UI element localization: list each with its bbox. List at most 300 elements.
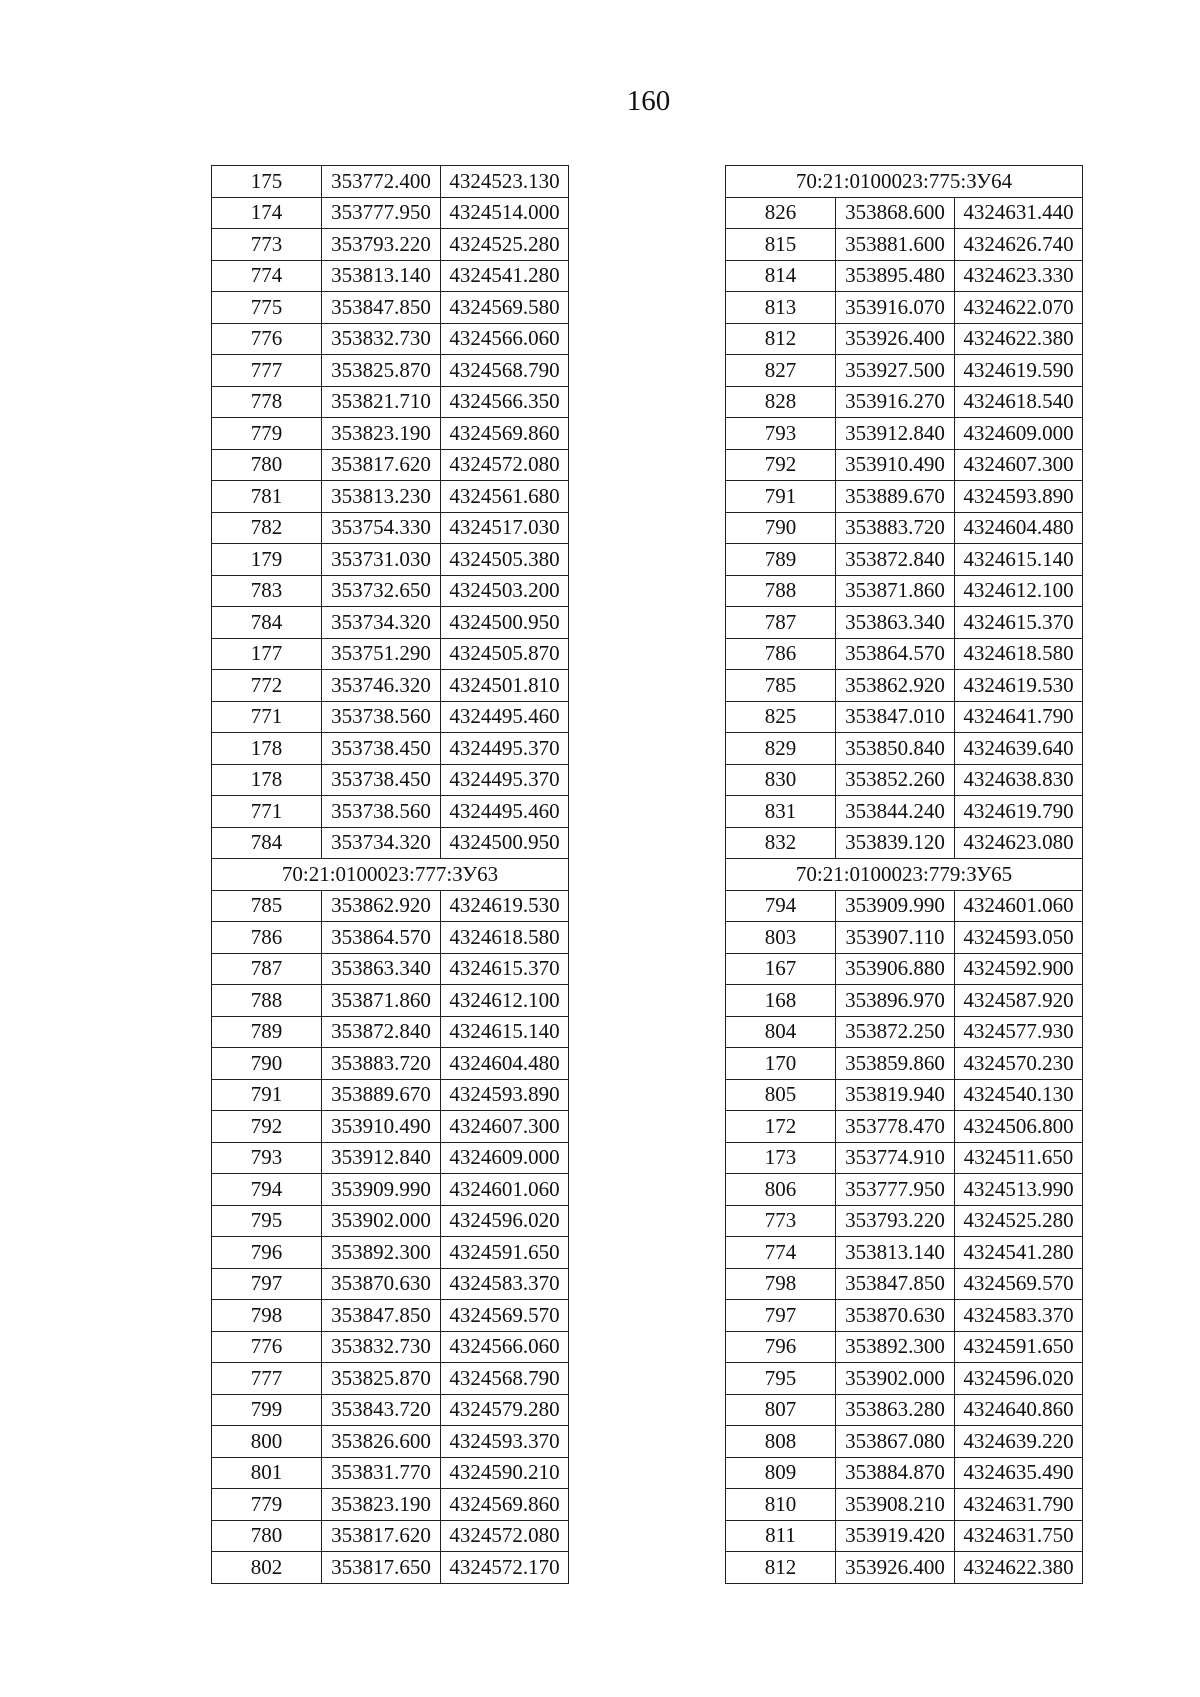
x-coordinate-cell: 353902.000 xyxy=(836,1363,955,1395)
point-number-cell: 776 xyxy=(212,323,322,355)
x-coordinate-cell: 353892.300 xyxy=(322,1237,441,1269)
table-row xyxy=(212,1111,569,1143)
x-coordinate-cell: 353793.220 xyxy=(322,229,441,261)
y-coordinate-cell: 4324623.080 xyxy=(955,827,1083,859)
table-row xyxy=(726,1520,1083,1552)
x-coordinate-cell: 353734.320 xyxy=(322,827,441,859)
x-coordinate-cell: 353823.190 xyxy=(322,1489,441,1521)
point-number-cell: 792 xyxy=(212,1111,322,1143)
y-coordinate-cell: 4324618.540 xyxy=(955,386,1083,418)
x-coordinate-cell: 353778.470 xyxy=(836,1111,955,1143)
table-row xyxy=(726,386,1083,418)
point-number-cell: 804 xyxy=(726,1016,836,1048)
y-coordinate-cell: 4324607.300 xyxy=(441,1111,569,1143)
table-row xyxy=(212,166,569,198)
table-row xyxy=(726,355,1083,387)
y-coordinate-cell: 4324500.950 xyxy=(441,827,569,859)
y-coordinate-cell: 4324607.300 xyxy=(955,449,1083,481)
point-number-cell: 798 xyxy=(212,1300,322,1332)
table-row xyxy=(726,953,1083,985)
x-coordinate-cell: 353731.030 xyxy=(322,544,441,576)
y-coordinate-cell: 4324626.740 xyxy=(955,229,1083,261)
x-coordinate-cell: 353825.870 xyxy=(322,1363,441,1395)
y-coordinate-cell: 4324615.140 xyxy=(955,544,1083,576)
x-coordinate-cell: 353863.340 xyxy=(836,607,955,639)
table-row xyxy=(726,323,1083,355)
table-row xyxy=(212,607,569,639)
table-row xyxy=(212,197,569,229)
y-coordinate-cell: 4324501.810 xyxy=(441,670,569,702)
x-coordinate-cell: 353872.840 xyxy=(836,544,955,576)
table-row xyxy=(212,985,569,1017)
table-row xyxy=(726,481,1083,513)
y-coordinate-cell: 4324618.580 xyxy=(955,638,1083,670)
x-coordinate-cell: 353859.860 xyxy=(836,1048,955,1080)
table-row xyxy=(726,449,1083,481)
y-coordinate-cell: 4324541.280 xyxy=(441,260,569,292)
point-number-cell: 803 xyxy=(726,922,836,954)
y-coordinate-cell: 4324566.060 xyxy=(441,1331,569,1363)
point-number-cell: 830 xyxy=(726,764,836,796)
y-coordinate-cell: 4324631.790 xyxy=(955,1489,1083,1521)
point-number-cell: 788 xyxy=(212,985,322,1017)
point-number-cell: 829 xyxy=(726,733,836,765)
point-number-cell: 779 xyxy=(212,418,322,450)
point-number-cell: 805 xyxy=(726,1079,836,1111)
point-number-cell: 773 xyxy=(726,1205,836,1237)
table-row xyxy=(212,1237,569,1269)
y-coordinate-cell: 4324583.370 xyxy=(955,1300,1083,1332)
x-coordinate-cell: 353892.300 xyxy=(836,1331,955,1363)
table-row xyxy=(726,1016,1083,1048)
y-coordinate-cell: 4324569.580 xyxy=(441,292,569,324)
x-coordinate-cell: 353912.840 xyxy=(836,418,955,450)
x-coordinate-cell: 353817.620 xyxy=(322,1520,441,1552)
x-coordinate-cell: 353864.570 xyxy=(322,922,441,954)
point-number-cell: 797 xyxy=(726,1300,836,1332)
y-coordinate-cell: 4324622.380 xyxy=(955,323,1083,355)
y-coordinate-cell: 4324511.650 xyxy=(955,1142,1083,1174)
y-coordinate-cell: 4324590.210 xyxy=(441,1457,569,1489)
point-number-cell: 177 xyxy=(212,638,322,670)
point-number-cell: 810 xyxy=(726,1489,836,1521)
y-coordinate-cell: 4324506.800 xyxy=(955,1111,1083,1143)
coordinates-table-right xyxy=(725,165,1083,1584)
x-coordinate-cell: 353910.490 xyxy=(836,449,955,481)
y-coordinate-cell: 4324622.380 xyxy=(955,1552,1083,1584)
parcel-section-row xyxy=(726,166,1083,198)
point-number-cell: 773 xyxy=(212,229,322,261)
table-row xyxy=(212,701,569,733)
table-row xyxy=(212,1552,569,1584)
table-row xyxy=(212,575,569,607)
table-row xyxy=(212,1394,569,1426)
table-row xyxy=(726,1111,1083,1143)
y-coordinate-cell: 4324525.280 xyxy=(955,1205,1083,1237)
parcel-section-row xyxy=(212,859,569,891)
point-number-cell: 788 xyxy=(726,575,836,607)
y-coordinate-cell: 4324591.650 xyxy=(955,1331,1083,1363)
table-row xyxy=(726,1142,1083,1174)
point-number-cell: 790 xyxy=(212,1048,322,1080)
table-row xyxy=(212,638,569,670)
y-coordinate-cell: 4324631.750 xyxy=(955,1520,1083,1552)
point-number-cell: 825 xyxy=(726,701,836,733)
x-coordinate-cell: 353896.970 xyxy=(836,985,955,1017)
point-number-cell: 784 xyxy=(212,827,322,859)
point-number-cell: 827 xyxy=(726,355,836,387)
y-coordinate-cell: 4324601.060 xyxy=(441,1174,569,1206)
table-row xyxy=(212,1457,569,1489)
x-coordinate-cell: 353839.120 xyxy=(836,827,955,859)
y-coordinate-cell: 4324514.000 xyxy=(441,197,569,229)
parcel-cadastral-number: 70:21:0100023:779:ЗУ65 xyxy=(726,859,1083,891)
table-row xyxy=(212,796,569,828)
point-number-cell: 831 xyxy=(726,796,836,828)
point-number-cell: 807 xyxy=(726,1394,836,1426)
x-coordinate-cell: 353916.070 xyxy=(836,292,955,324)
y-coordinate-cell: 4324638.830 xyxy=(955,764,1083,796)
point-number-cell: 815 xyxy=(726,229,836,261)
x-coordinate-cell: 353919.420 xyxy=(836,1520,955,1552)
table-row xyxy=(212,323,569,355)
y-coordinate-cell: 4324568.790 xyxy=(441,355,569,387)
y-coordinate-cell: 4324569.860 xyxy=(441,1489,569,1521)
x-coordinate-cell: 353909.990 xyxy=(322,1174,441,1206)
table-row xyxy=(212,1268,569,1300)
y-coordinate-cell: 4324570.230 xyxy=(955,1048,1083,1080)
point-number-cell: 813 xyxy=(726,292,836,324)
point-number-cell: 790 xyxy=(726,512,836,544)
y-coordinate-cell: 4324577.930 xyxy=(955,1016,1083,1048)
x-coordinate-cell: 353847.850 xyxy=(322,1300,441,1332)
x-coordinate-cell: 353852.260 xyxy=(836,764,955,796)
y-coordinate-cell: 4324593.890 xyxy=(955,481,1083,513)
y-coordinate-cell: 4324641.790 xyxy=(955,701,1083,733)
x-coordinate-cell: 353889.670 xyxy=(322,1079,441,1111)
point-number-cell: 789 xyxy=(726,544,836,576)
x-coordinate-cell: 353738.560 xyxy=(322,701,441,733)
table-row xyxy=(212,449,569,481)
y-coordinate-cell: 4324583.370 xyxy=(441,1268,569,1300)
point-number-cell: 787 xyxy=(212,953,322,985)
y-coordinate-cell: 4324604.480 xyxy=(441,1048,569,1080)
table-row xyxy=(212,1016,569,1048)
point-number-cell: 791 xyxy=(212,1079,322,1111)
x-coordinate-cell: 353862.920 xyxy=(322,890,441,922)
point-number-cell: 170 xyxy=(726,1048,836,1080)
x-coordinate-cell: 353906.880 xyxy=(836,953,955,985)
point-number-cell: 794 xyxy=(212,1174,322,1206)
table-row xyxy=(726,292,1083,324)
y-coordinate-cell: 4324540.130 xyxy=(955,1079,1083,1111)
x-coordinate-cell: 353746.320 xyxy=(322,670,441,702)
y-coordinate-cell: 4324525.280 xyxy=(441,229,569,261)
table-row xyxy=(726,418,1083,450)
x-coordinate-cell: 353850.840 xyxy=(836,733,955,765)
point-number-cell: 794 xyxy=(726,890,836,922)
point-number-cell: 812 xyxy=(726,1552,836,1584)
table-row xyxy=(726,733,1083,765)
x-coordinate-cell: 353847.010 xyxy=(836,701,955,733)
table-row xyxy=(726,1552,1083,1584)
table-row xyxy=(212,1489,569,1521)
x-coordinate-cell: 353813.230 xyxy=(322,481,441,513)
point-number-cell: 772 xyxy=(212,670,322,702)
x-coordinate-cell: 353862.920 xyxy=(836,670,955,702)
point-number-cell: 799 xyxy=(212,1394,322,1426)
table-row xyxy=(212,953,569,985)
table-row xyxy=(212,355,569,387)
table-row xyxy=(726,764,1083,796)
x-coordinate-cell: 353867.080 xyxy=(836,1426,955,1458)
x-coordinate-cell: 353909.990 xyxy=(836,890,955,922)
table-row xyxy=(726,796,1083,828)
table-row xyxy=(212,386,569,418)
table-row xyxy=(212,260,569,292)
table-row xyxy=(212,922,569,954)
y-coordinate-cell: 4324517.030 xyxy=(441,512,569,544)
x-coordinate-cell: 353883.720 xyxy=(836,512,955,544)
x-coordinate-cell: 353883.720 xyxy=(322,1048,441,1080)
table-row xyxy=(726,1363,1083,1395)
point-number-cell: 798 xyxy=(726,1268,836,1300)
point-number-cell: 175 xyxy=(212,166,322,198)
x-coordinate-cell: 353902.000 xyxy=(322,1205,441,1237)
table-row xyxy=(212,229,569,261)
y-coordinate-cell: 4324601.060 xyxy=(955,890,1083,922)
x-coordinate-cell: 353734.320 xyxy=(322,607,441,639)
table-row xyxy=(726,229,1083,261)
table-row xyxy=(212,481,569,513)
y-coordinate-cell: 4324593.050 xyxy=(955,922,1083,954)
table-row xyxy=(726,1394,1083,1426)
y-coordinate-cell: 4324572.080 xyxy=(441,449,569,481)
point-number-cell: 782 xyxy=(212,512,322,544)
x-coordinate-cell: 353864.570 xyxy=(836,638,955,670)
x-coordinate-cell: 353847.850 xyxy=(836,1268,955,1300)
x-coordinate-cell: 353738.450 xyxy=(322,764,441,796)
table-row xyxy=(726,1457,1083,1489)
point-number-cell: 802 xyxy=(212,1552,322,1584)
table-row xyxy=(726,1300,1083,1332)
y-coordinate-cell: 4324569.860 xyxy=(441,418,569,450)
x-coordinate-cell: 353843.720 xyxy=(322,1394,441,1426)
point-number-cell: 801 xyxy=(212,1457,322,1489)
y-coordinate-cell: 4324566.060 xyxy=(441,323,569,355)
point-number-cell: 778 xyxy=(212,386,322,418)
y-coordinate-cell: 4324495.370 xyxy=(441,764,569,796)
table-row xyxy=(212,1426,569,1458)
point-number-cell: 795 xyxy=(726,1363,836,1395)
x-coordinate-cell: 353872.250 xyxy=(836,1016,955,1048)
x-coordinate-cell: 353871.860 xyxy=(836,575,955,607)
x-coordinate-cell: 353895.480 xyxy=(836,260,955,292)
parcel-cadastral-number: 70:21:0100023:777:ЗУ63 xyxy=(212,859,569,891)
table-row xyxy=(212,890,569,922)
x-coordinate-cell: 353889.670 xyxy=(836,481,955,513)
table-row xyxy=(212,827,569,859)
x-coordinate-cell: 353847.850 xyxy=(322,292,441,324)
x-coordinate-cell: 353926.400 xyxy=(836,323,955,355)
y-coordinate-cell: 4324523.130 xyxy=(441,166,569,198)
x-coordinate-cell: 353823.190 xyxy=(322,418,441,450)
y-coordinate-cell: 4324609.000 xyxy=(441,1142,569,1174)
point-number-cell: 796 xyxy=(726,1331,836,1363)
y-coordinate-cell: 4324593.890 xyxy=(441,1079,569,1111)
y-coordinate-cell: 4324639.640 xyxy=(955,733,1083,765)
y-coordinate-cell: 4324604.480 xyxy=(955,512,1083,544)
x-coordinate-cell: 353813.140 xyxy=(836,1237,955,1269)
y-coordinate-cell: 4324618.580 xyxy=(441,922,569,954)
x-coordinate-cell: 353871.860 xyxy=(322,985,441,1017)
point-number-cell: 795 xyxy=(212,1205,322,1237)
table-row xyxy=(212,733,569,765)
x-coordinate-cell: 353881.600 xyxy=(836,229,955,261)
point-number-cell: 787 xyxy=(726,607,836,639)
point-number-cell: 797 xyxy=(212,1268,322,1300)
x-coordinate-cell: 353819.940 xyxy=(836,1079,955,1111)
point-number-cell: 806 xyxy=(726,1174,836,1206)
point-number-cell: 800 xyxy=(212,1426,322,1458)
point-number-cell: 792 xyxy=(726,449,836,481)
point-number-cell: 812 xyxy=(726,323,836,355)
point-number-cell: 173 xyxy=(726,1142,836,1174)
x-coordinate-cell: 353872.840 xyxy=(322,1016,441,1048)
point-number-cell: 771 xyxy=(212,701,322,733)
page-number: 160 xyxy=(626,85,671,117)
y-coordinate-cell: 4324568.790 xyxy=(441,1363,569,1395)
y-coordinate-cell: 4324612.100 xyxy=(955,575,1083,607)
x-coordinate-cell: 353912.840 xyxy=(322,1142,441,1174)
point-number-cell: 826 xyxy=(726,197,836,229)
point-number-cell: 167 xyxy=(726,953,836,985)
point-number-cell: 785 xyxy=(212,890,322,922)
y-coordinate-cell: 4324503.200 xyxy=(441,575,569,607)
y-coordinate-cell: 4324635.490 xyxy=(955,1457,1083,1489)
point-number-cell: 791 xyxy=(726,481,836,513)
table-row xyxy=(726,260,1083,292)
y-coordinate-cell: 4324615.370 xyxy=(955,607,1083,639)
x-coordinate-cell: 353831.770 xyxy=(322,1457,441,1489)
table-row xyxy=(726,890,1083,922)
x-coordinate-cell: 353817.620 xyxy=(322,449,441,481)
table-row xyxy=(726,670,1083,702)
y-coordinate-cell: 4324495.370 xyxy=(441,733,569,765)
y-coordinate-cell: 4324619.530 xyxy=(441,890,569,922)
y-coordinate-cell: 4324579.280 xyxy=(441,1394,569,1426)
table-row xyxy=(726,1331,1083,1363)
table-row xyxy=(726,575,1083,607)
y-coordinate-cell: 4324623.330 xyxy=(955,260,1083,292)
table-row xyxy=(212,512,569,544)
x-coordinate-cell: 353832.730 xyxy=(322,323,441,355)
x-coordinate-cell: 353870.630 xyxy=(322,1268,441,1300)
y-coordinate-cell: 4324505.870 xyxy=(441,638,569,670)
point-number-cell: 777 xyxy=(212,355,322,387)
table-row xyxy=(212,1520,569,1552)
table-row xyxy=(726,1079,1083,1111)
table-row xyxy=(212,1174,569,1206)
x-coordinate-cell: 353738.560 xyxy=(322,796,441,828)
table-row xyxy=(726,922,1083,954)
y-coordinate-cell: 4324561.680 xyxy=(441,481,569,513)
table-row xyxy=(212,670,569,702)
table-row xyxy=(212,1300,569,1332)
y-coordinate-cell: 4324495.460 xyxy=(441,796,569,828)
point-number-cell: 179 xyxy=(212,544,322,576)
x-coordinate-cell: 353908.210 xyxy=(836,1489,955,1521)
y-coordinate-cell: 4324500.950 xyxy=(441,607,569,639)
x-coordinate-cell: 353738.450 xyxy=(322,733,441,765)
point-number-cell: 780 xyxy=(212,449,322,481)
y-coordinate-cell: 4324572.170 xyxy=(441,1552,569,1584)
point-number-cell: 786 xyxy=(212,922,322,954)
y-coordinate-cell: 4324619.590 xyxy=(955,355,1083,387)
point-number-cell: 777 xyxy=(212,1363,322,1395)
x-coordinate-cell: 353916.270 xyxy=(836,386,955,418)
point-number-cell: 793 xyxy=(726,418,836,450)
point-number-cell: 793 xyxy=(212,1142,322,1174)
y-coordinate-cell: 4324495.460 xyxy=(441,701,569,733)
x-coordinate-cell: 353772.400 xyxy=(322,166,441,198)
x-coordinate-cell: 353777.950 xyxy=(322,197,441,229)
y-coordinate-cell: 4324592.900 xyxy=(955,953,1083,985)
x-coordinate-cell: 353793.220 xyxy=(836,1205,955,1237)
table-row xyxy=(212,1363,569,1395)
y-coordinate-cell: 4324622.070 xyxy=(955,292,1083,324)
y-coordinate-cell: 4324612.100 xyxy=(441,985,569,1017)
point-number-cell: 771 xyxy=(212,796,322,828)
table-row xyxy=(726,985,1083,1017)
table-row xyxy=(726,638,1083,670)
y-coordinate-cell: 4324505.380 xyxy=(441,544,569,576)
x-coordinate-cell: 353826.600 xyxy=(322,1426,441,1458)
table-row xyxy=(212,544,569,576)
x-coordinate-cell: 353868.600 xyxy=(836,197,955,229)
y-coordinate-cell: 4324615.140 xyxy=(441,1016,569,1048)
point-number-cell: 775 xyxy=(212,292,322,324)
y-coordinate-cell: 4324591.650 xyxy=(441,1237,569,1269)
table-row xyxy=(726,197,1083,229)
y-coordinate-cell: 4324569.570 xyxy=(955,1268,1083,1300)
x-coordinate-cell: 353817.650 xyxy=(322,1552,441,1584)
y-coordinate-cell: 4324593.370 xyxy=(441,1426,569,1458)
table-row xyxy=(212,1205,569,1237)
point-number-cell: 178 xyxy=(212,733,322,765)
table-row xyxy=(726,827,1083,859)
x-coordinate-cell: 353751.290 xyxy=(322,638,441,670)
point-number-cell: 168 xyxy=(726,985,836,1017)
table-row xyxy=(212,1331,569,1363)
point-number-cell: 832 xyxy=(726,827,836,859)
point-number-cell: 178 xyxy=(212,764,322,796)
point-number-cell: 774 xyxy=(726,1237,836,1269)
x-coordinate-cell: 353821.710 xyxy=(322,386,441,418)
y-coordinate-cell: 4324619.790 xyxy=(955,796,1083,828)
point-number-cell: 789 xyxy=(212,1016,322,1048)
table-row xyxy=(726,512,1083,544)
y-coordinate-cell: 4324619.530 xyxy=(955,670,1083,702)
table-row xyxy=(726,1426,1083,1458)
point-number-cell: 811 xyxy=(726,1520,836,1552)
x-coordinate-cell: 353870.630 xyxy=(836,1300,955,1332)
table-row xyxy=(726,1174,1083,1206)
table-row xyxy=(212,1142,569,1174)
table-row xyxy=(212,764,569,796)
table-row xyxy=(212,1048,569,1080)
table-row xyxy=(212,1079,569,1111)
